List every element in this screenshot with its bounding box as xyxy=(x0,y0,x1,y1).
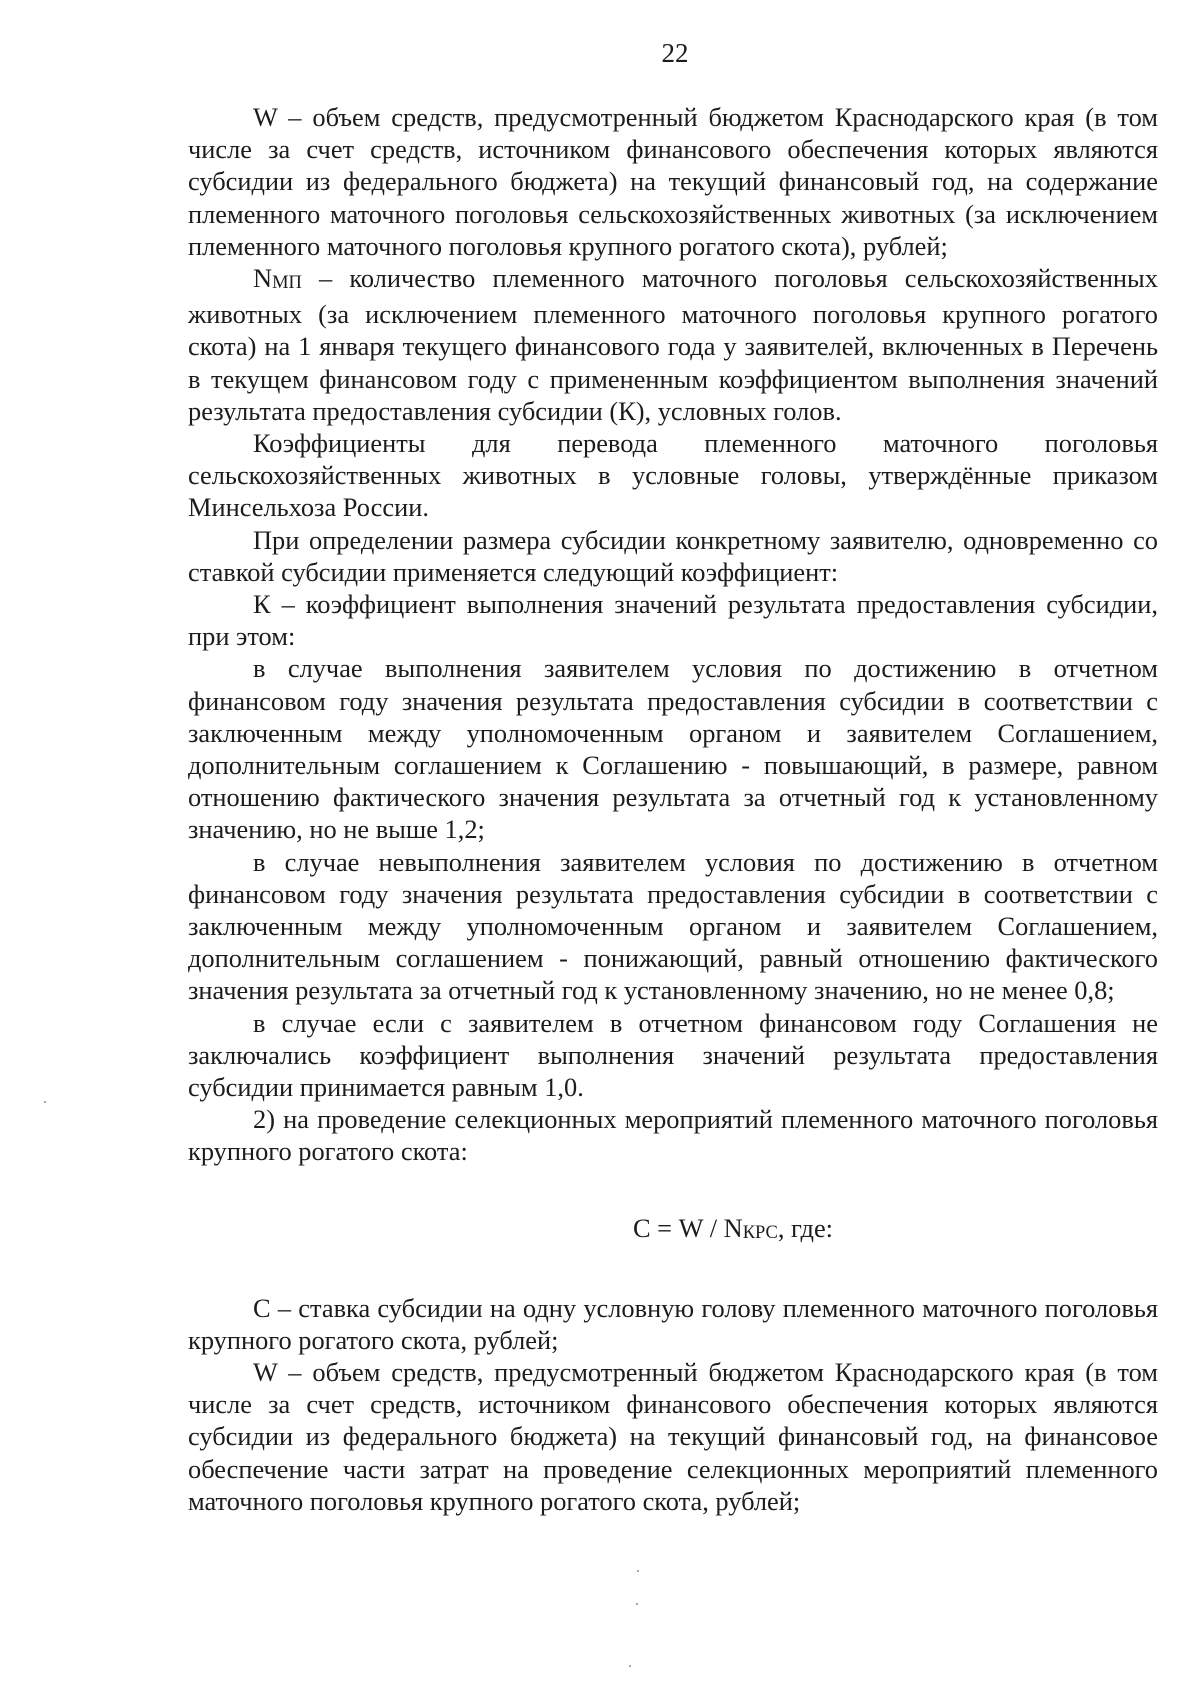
page-number: 22 xyxy=(661,38,689,68)
paragraph-w-definition: W – объем средств, предусмотренный бюджетом Краснодарского края (в том числе за счет средств, источником финансового обеспечения которых являются субсидии из федерального бюджета) на текущий финансовый год, на содержание племенного маточного поголовья сельскохозяйственных животных (за исключением племенного маточного поголовья крупного рогатого скота), рублей; xyxy=(188,102,1158,261)
scan-speck xyxy=(629,1665,631,1667)
paragraph-selection-measures: 2) на проведение селекционных мероприятий племенного маточного поголовья крупного рогатого скота: xyxy=(188,1104,1158,1167)
symbol-subscript-mp: МП xyxy=(272,271,302,292)
formula-tail: , где: xyxy=(777,1212,834,1243)
paragraph-w2-definition: W – объем средств, предусмотренный бюджетом Краснодарского края (в том числе за счет средств, источником финансового обеспечения которых являются субсидии из федерального бюджета) на текущий финансовый год, на финансовое обеспечение части затрат на проведение селекционных мероприятий племенного маточного поголовья крупного рогатого скота, рублей; xyxy=(188,1356,1158,1516)
scan-speck xyxy=(637,1570,639,1572)
formula-lhs: С = W / N xyxy=(632,1212,743,1243)
formula-subscript: КРС xyxy=(742,1221,778,1242)
document-body xyxy=(188,101,1158,1517)
paragraph-coefficients: Коэффициенты для перевода племенного маточного поголовья сельскохозяйственных животных в условные головы, утверждённые приказом Минсельхоза России. xyxy=(188,427,1158,523)
scan-speck xyxy=(44,1101,46,1103)
paragraph-subsidy-size: При определении размера субсидии конкретному заявителю, одновременно со ставкой субсидии применяется следующий коэффициент: xyxy=(188,524,1158,587)
formula xyxy=(188,1168,1158,1292)
paragraph-k-definition: К – коэффициент выполнения значений результата предоставления субсидии, при этом: xyxy=(188,588,1158,652)
paragraph-k-increasing: в случае выполнения заявителем условия по достижению в отчетном финансовом году значения результата предоставления субсидии в соответствии с заключенным между уполномоченным органом и заявителем Соглашением, дополнительным соглашением к Соглашению - повышающий, в размере, равном отношению фактического значения результата за отчетный год к установленному значению, но не выше 1,2; xyxy=(188,653,1158,845)
scan-speck xyxy=(636,1603,638,1605)
symbol-n: N xyxy=(253,263,273,294)
paragraph-nmp-definition xyxy=(188,262,1158,427)
paragraph-nmp-text: – количество племенного маточного поголовья сельскохозяйственных животных (за исключением племенного маточного поголовья крупного рогатого скота) на 1 января текущего финансового года у заявителей, включенных в Перечень в текущем финансовом году с примененным коэффициентом выполнения значений результата предоставления субсидии (К), условных голов. xyxy=(188,263,1158,426)
paragraph-c-definition: С – ставка субсидии на одну условную голову племенного маточного поголовья крупного рогатого скота, рублей; xyxy=(188,1292,1158,1355)
paragraph-k-decreasing: в случае невыполнения заявителем условия по достижению в отчетном финансовом году значения результата предоставления субсидии в соответствии с заключенным между уполномоченным органом и заявителем Соглашением, дополнительным соглашением - понижающий, равный отношению фактического значения результата за отчетный год к установленному значению, но не менее 0,8; xyxy=(188,846,1158,1006)
paragraph-k-default: в случае если с заявителем в отчетном финансовом году Соглашения не заключались коэффициент выполнения значений результата предоставления субсидии принимается равным 1,0. xyxy=(188,1007,1158,1103)
